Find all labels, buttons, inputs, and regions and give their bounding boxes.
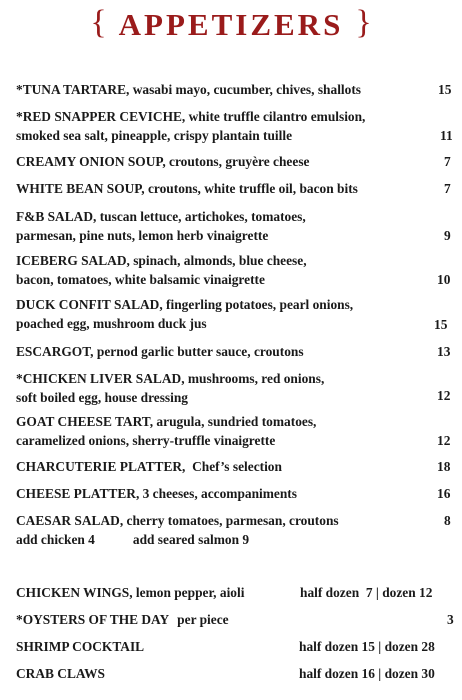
item-name: WHITE BEAN SOUP xyxy=(16,181,142,196)
price-dozen: dozen 28 xyxy=(384,639,435,654)
menu-item-chicken-wings xyxy=(16,583,456,602)
item-name: SHRIMP COCKTAIL xyxy=(16,639,145,654)
item-name: CRAB CLAWS xyxy=(16,666,105,681)
menu-item-tuna-tartare xyxy=(16,80,456,99)
item-name: GOAT CHEESE TART xyxy=(16,414,150,429)
item-price-pair xyxy=(299,637,435,656)
item-description-line2: soft boiled egg, house dressing xyxy=(16,390,188,405)
item-price: 3 xyxy=(447,612,454,627)
item-price: 7 xyxy=(444,154,451,169)
menu-item-fb-salad xyxy=(16,207,456,245)
item-description: , pernod garlic butter sauce, croutons xyxy=(90,344,304,359)
item-name: F&B SALAD xyxy=(16,209,94,224)
item-price-pair xyxy=(299,664,435,683)
menu-item-escargot xyxy=(16,342,456,361)
menu-item-caesar-salad xyxy=(16,511,456,549)
item-name: *CHICKEN LIVER SALAD xyxy=(16,371,182,386)
price-dozen: dozen 12 xyxy=(382,585,433,600)
menu-item-chicken-liver-salad xyxy=(16,369,456,407)
menu-item-iceberg-salad xyxy=(16,251,456,289)
item-name: *OYSTERS OF THE DAY xyxy=(16,612,170,627)
item-price: 9 xyxy=(444,228,451,243)
item-price: 12 xyxy=(437,433,451,448)
item-price: 10 xyxy=(437,272,451,287)
item-description: , croutons, gruyère cheese xyxy=(162,154,310,169)
item-name: CHEESE PLATTER xyxy=(16,486,136,501)
menu-item-creamy-onion-soup xyxy=(16,152,456,171)
item-description: , fingerling potatoes, pearl onions, xyxy=(159,297,354,312)
item-name: CREAMY ONION SOUP xyxy=(16,154,163,169)
item-description: , wasabi mayo, cucumber, chives, shallots xyxy=(126,82,362,97)
item-name: CHARCUTERIE PLATTER xyxy=(16,459,183,474)
item-name: ICEBERG SALAD xyxy=(16,253,127,268)
item-price: 13 xyxy=(437,344,451,359)
addon-salmon: add seared salmon 9 xyxy=(132,532,250,547)
item-price-pair xyxy=(300,583,432,602)
item-description-line2: bacon, tomatoes, white balsamic vinaigrette xyxy=(16,272,265,287)
item-description-line2: poached egg, mushroom duck jus xyxy=(16,316,207,331)
item-price: 7 xyxy=(444,181,451,196)
menu-item-oysters xyxy=(16,610,456,629)
item-description: , white truffle cilantro emulsion, xyxy=(181,109,366,124)
item-name: *RED SNAPPER CEVICHE xyxy=(16,109,182,124)
price-half-dozen: half dozen 15 xyxy=(299,639,375,654)
price-half-dozen: half dozen 7 xyxy=(300,585,373,600)
item-name: CAESAR SALAD xyxy=(16,513,120,528)
item-description: , arugula, sundried tomatoes, xyxy=(149,414,317,429)
menu-item-red-snapper-ceviche xyxy=(16,107,456,145)
price-separator: | xyxy=(378,666,382,681)
menu-item-crab-claws xyxy=(16,664,456,683)
item-description-line2: smoked sea salt, pineapple, crispy plantain tuille xyxy=(16,128,293,143)
item-description: , Chef’s selection xyxy=(182,459,282,474)
menu-item-duck-confit-salad xyxy=(16,295,456,333)
item-description-line2: parmesan, pine nuts, lemon herb vinaigrette xyxy=(16,228,269,243)
item-description: , cherry tomatoes, parmesan, croutons xyxy=(119,513,339,528)
menu-title xyxy=(0,6,462,46)
item-price: 12 xyxy=(437,388,451,403)
item-price: 8 xyxy=(444,513,451,528)
item-name: DUCK CONFIT SALAD xyxy=(16,297,160,312)
price-dozen: dozen 30 xyxy=(384,666,435,681)
menu-item-charcuterie-platter xyxy=(16,457,456,476)
item-description: , croutons, white truffle oil, bacon bits xyxy=(141,181,358,196)
menu-item-shrimp-cocktail xyxy=(16,637,456,656)
item-description: , spinach, almonds, blue cheese, xyxy=(126,253,307,268)
item-description: , 3 cheeses, accompaniments xyxy=(135,486,297,501)
left-brace: { xyxy=(90,4,107,41)
item-name: *TUNA TARTARE xyxy=(16,82,127,97)
item-price: 15 xyxy=(434,317,448,332)
item-description: , mushrooms, red onions, xyxy=(181,371,325,386)
addon-chicken: add chicken 4 xyxy=(16,532,95,547)
item-description: per piece xyxy=(177,612,229,627)
right-brace: } xyxy=(355,4,372,41)
item-price: 16 xyxy=(437,486,451,501)
menu-item-white-bean-soup xyxy=(16,179,456,198)
price-separator: | xyxy=(378,639,382,654)
item-name: CHICKEN WINGS xyxy=(16,585,130,600)
item-description: , tuscan lettuce, artichokes, tomatoes, xyxy=(93,209,306,224)
menu-item-cheese-platter xyxy=(16,484,456,503)
section-heading: APPETIZERS xyxy=(118,7,344,42)
menu-item-goat-cheese-tart xyxy=(16,412,456,450)
item-description: , lemon pepper, aioli xyxy=(129,585,245,600)
price-half-dozen: half dozen 16 xyxy=(299,666,375,681)
item-price: 18 xyxy=(437,459,451,474)
item-description-line2: caramelized onions, sherry-truffle vinaigrette xyxy=(16,433,276,448)
item-price: 15 xyxy=(438,82,452,97)
price-separator: | xyxy=(375,585,379,600)
item-name: ESCARGOT xyxy=(16,344,91,359)
item-price: 11 xyxy=(440,128,453,143)
